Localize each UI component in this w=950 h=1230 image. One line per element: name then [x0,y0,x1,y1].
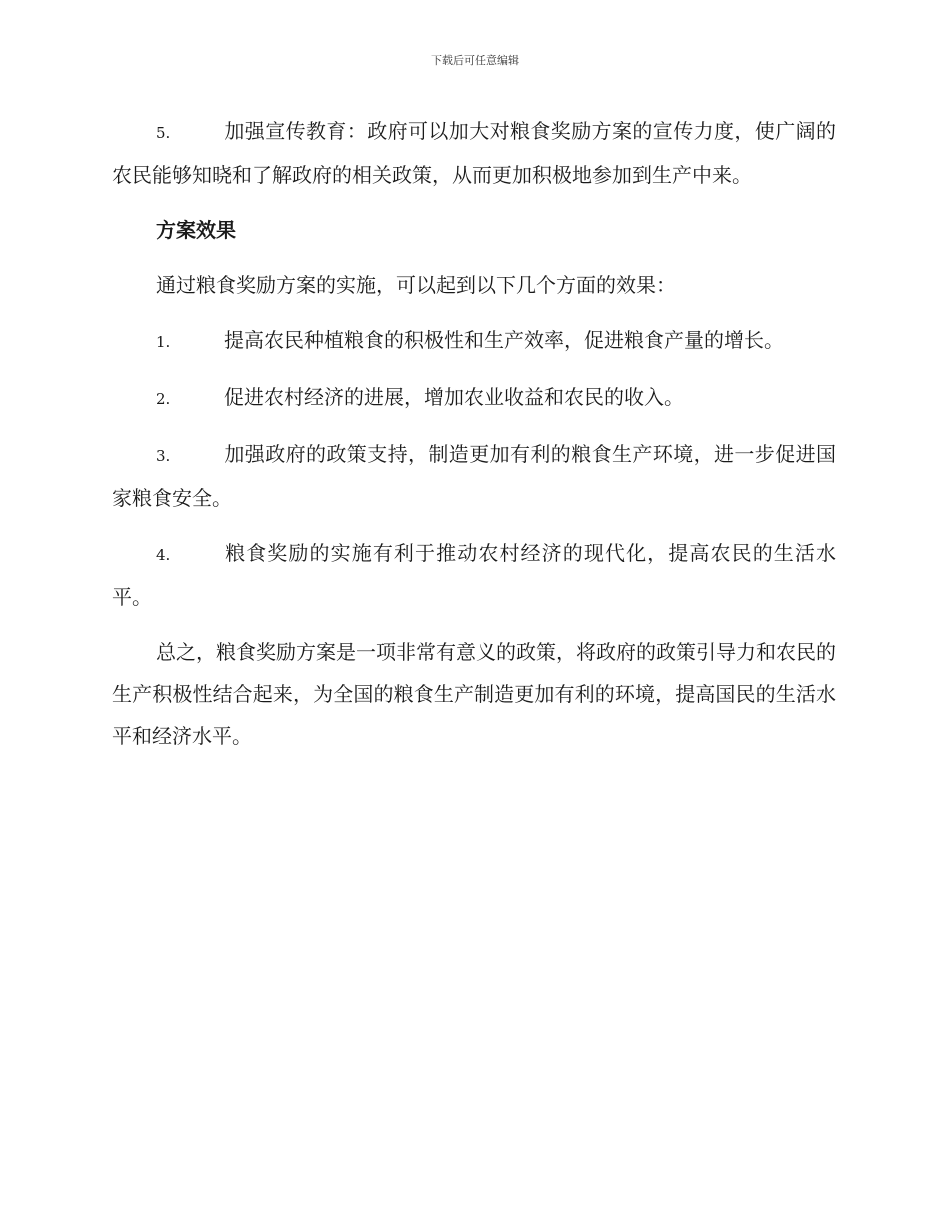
list-item-text: 提高农民种植粮食的积极性和生产效率，促进粮食产量的增长。 [224,328,784,352]
section-heading: 方案效果 [156,218,236,242]
list-item-4 [112,532,836,618]
list-item-1 [112,319,836,363]
list-number: 5. [156,124,171,142]
list-item-5 [112,110,836,196]
list-item-3 [112,433,836,519]
list-number: 1. [156,333,171,351]
list-item-text: 粮食奖励的实施有利于推动农村经济的现代化，提高农民的生活水平。 [112,541,836,609]
list-item-2 [112,376,836,420]
list-number: 4. [156,546,171,564]
section-intro: 通过粮食奖励方案的实施，可以起到以下几个方面的效果： [156,273,676,297]
page-header: 下载后可任意编辑 [431,54,519,67]
document-body [112,110,836,770]
list-item-text: 加强政府的政策支持，制造更加有利的粮食生产环境，进一步促进国家粮食安全。 [112,442,836,510]
list-number: 3. [156,447,171,465]
list-item-text: 加强宣传教育：政府可以加大对粮食奖励方案的宣传力度，使广阔的农民能够知晓和了解政府的相关政策，从而更加积极地参加到生产中来。 [112,119,836,187]
list-number: 2. [156,390,171,408]
list-item-text: 促进农村经济的进展，增加农业收益和农民的收入。 [224,385,684,409]
conclusion-paragraph: 总之，粮食奖励方案是一项非常有意义的政策，将政府的政策引导力和农民的生产积极性结合起来，为全国的粮食生产制造更加有利的环境，提高国民的生活水平和经济水平。 [112,640,836,748]
